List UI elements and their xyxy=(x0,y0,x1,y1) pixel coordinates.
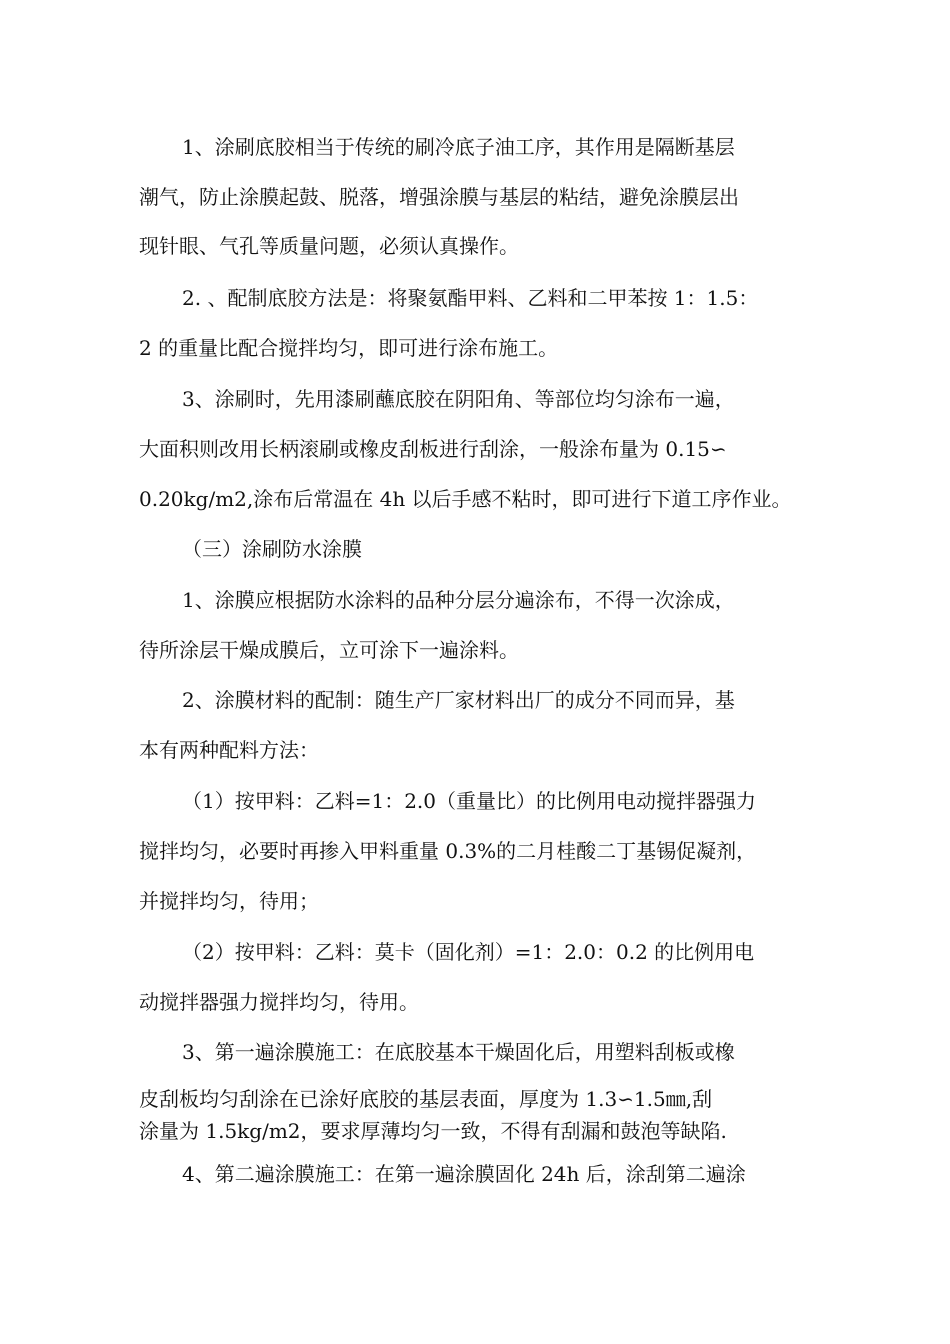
text-line: 搅拌均匀，必要时再掺入甲料重量 0.3%的二月桂酸二丁基锡促凝剂， xyxy=(139,839,757,863)
text-line: （1）按甲料：乙料=1：2.0（重量比）的比例用电动搅拌器强力 xyxy=(182,789,757,813)
text-line: 涂量为 1.5kg/m2，要求厚薄均匀一致，不得有刮漏和鼓泡等缺陷. xyxy=(139,1119,727,1143)
text-line: 大面积则改用长柄滚刷或橡皮刮板进行刮涂，一般涂布量为 0.15∽ xyxy=(139,437,727,461)
text-line: 1、涂膜应根据防水涂料的品种分层分遍涂布，不得一次涂成， xyxy=(182,588,735,612)
text-line: 动搅拌器强力搅拌均匀，待用。 xyxy=(139,990,419,1014)
text-line: 3、涂刷时，先用漆刷蘸底胶在阴阳角、等部位均匀涂布一遍， xyxy=(182,387,735,411)
text-line: （2）按甲料：乙料：莫卡（固化剂）=1：2.0：0.2 的比例用电 xyxy=(182,940,755,964)
text-line: 待所涂层干燥成膜后，立可涂下一遍涂料。 xyxy=(139,638,519,662)
text-line: 1、涂刷底胶相当于传统的刷冷底子油工序，其作用是隔断基层 xyxy=(182,135,735,159)
text-line: 本有两种配料方法： xyxy=(139,738,319,762)
text-line: 0.20kg/m2,涂布后常温在 4h 以后手感不粘时，即可进行下道工序作业。 xyxy=(139,487,792,511)
text-line: 2. 、配制底胶方法是：将聚氨酯甲料、乙料和二甲苯按 1：1.5： xyxy=(182,286,759,310)
text-line: 潮气，防止涂膜起鼓、脱落，增强涂膜与基层的粘结，避免涂膜层出 xyxy=(139,185,739,209)
section-heading: （三）涂刷防水涂膜 xyxy=(182,537,362,561)
text-line: 4、第二遍涂膜施工：在第一遍涂膜固化 24h 后，涂刮第二遍涂 xyxy=(182,1162,746,1186)
text-line: 2、涂膜材料的配制：随生产厂家材料出厂的成分不同而异，基 xyxy=(182,688,735,712)
text-line: 皮刮板均匀刮涂在已涂好底胶的基层表面，厚度为 1.3∽1.5㎜,刮 xyxy=(139,1087,713,1111)
text-line: 并搅拌均匀，待用； xyxy=(139,889,319,913)
text-line: 现针眼、气孔等质量问题，必须认真操作。 xyxy=(139,234,519,258)
text-line: 3、第一遍涂膜施工：在底胶基本干燥固化后，用塑料刮板或橡 xyxy=(182,1040,735,1064)
text-line: 2 的重量比配合搅拌均匀，即可进行涂布施工。 xyxy=(139,336,559,360)
